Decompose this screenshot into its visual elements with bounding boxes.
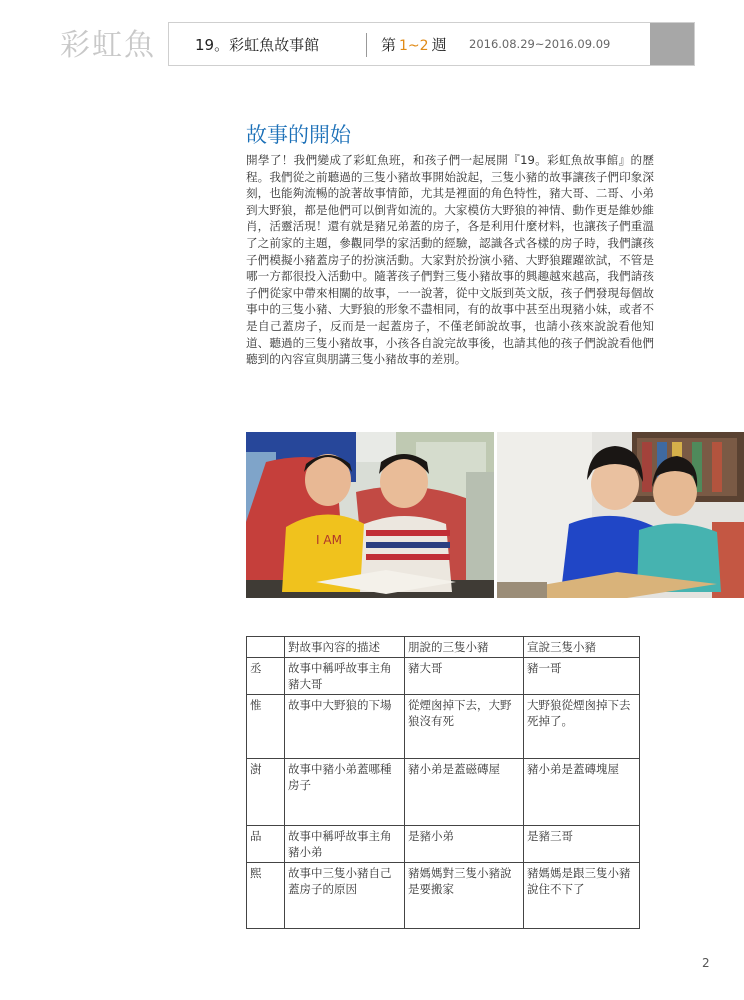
table-cell: 是豬三哥	[524, 826, 640, 863]
header-cell	[247, 637, 285, 658]
header-cell: 對故事內容的描述	[285, 637, 405, 658]
table-row	[247, 863, 640, 929]
comparison-table	[246, 636, 640, 929]
table-cell: 豬媽媽是跟三隻小豬說住不下了	[524, 863, 640, 929]
table-cell: 丞	[247, 658, 285, 695]
table-cell: 豬小弟是蓋磚塊屋	[524, 759, 640, 826]
table-cell: 惟	[247, 695, 285, 759]
issue-title: 19。彩虹魚故事館	[195, 36, 320, 54]
table-cell: 故事中稱呼故事主角豬大哥	[285, 658, 405, 695]
header-divider	[366, 33, 367, 57]
table-row	[247, 695, 640, 759]
table-cell: 豬媽媽對三隻小豬說是要搬家	[405, 863, 524, 929]
page-number: 2	[702, 956, 710, 970]
table-cell: 澍	[247, 759, 285, 826]
table-cell: 故事中豬小弟蓋哪種房子	[285, 759, 405, 826]
table-cell: 故事中三隻小豬自己蓋房子的原因	[285, 863, 405, 929]
table-cell: 豬一哥	[524, 658, 640, 695]
table-row	[247, 826, 640, 863]
week-label: 第 1~2 週	[381, 36, 447, 54]
table-header-row	[247, 637, 640, 658]
body-paragraph: 開學了！我們變成了彩虹魚班，和孩子們一起展開『19。彩虹魚故事館』的歷程。我們從之前聽過的三隻小豬故事開始說起，三隻小豬的故事讓孩子們印象深刻，也能夠流暢的說著故事情節，尤其是裡面的角色特性，豬大哥、二哥、小弟到大野狼，都是他們可以倒背如流的。大家模仿大野狼的神情、動作更是維妙維肖，活靈活現！還有就是豬兄弟蓋的房子，各是利用什麼材料，也讓孩子們重溫了之前家的主題，參觀同學的家活動的經驗，認識各式各樣的房子時，我們讓孩子們模擬小豬蓋房子的扮演活動。大家對於扮演小豬、大野狼躍躍欲試，不管是哪一方都很投入活動中。隨著孩子們對三隻小豬故事的興趣越來越高，我們請孩子們從家中帶來相關的故事，一一說著，從中文版到英文版，孩子們發現每個故事中的三隻小豬、大野狼的形象不盡相同，有的故事中甚至出現豬小妹，或者不是自己蓋房子，反而是一起蓋房子，不僅老師說故事，也請小孩來說說看他知道、聽過的三隻小豬故事，小孩各自說完故事後，也請其他的孩子們說說看他們聽到的內容宣與朋講三隻小豬故事的差別。	[246, 153, 654, 367]
table-cell: 故事中稱呼故事主角豬小弟	[285, 826, 405, 863]
date-range: 2016.08.29~2016.09.09	[469, 37, 611, 51]
svg-text:I AM: I AM	[316, 533, 342, 547]
header-cell: 宣說三隻小豬	[524, 637, 640, 658]
brand-logo: 彩虹魚	[60, 28, 156, 63]
table-cell: 大野狼從煙囪掉下去死掉了。	[524, 695, 640, 759]
table-cell: 豬小弟是蓋磁磚屋	[405, 759, 524, 826]
table-cell: 豬大哥	[405, 658, 524, 695]
header-cell: 朋說的三隻小豬	[405, 637, 524, 658]
table-row	[247, 759, 640, 826]
header-bar	[168, 22, 695, 66]
table-cell: 是豬小弟	[405, 826, 524, 863]
photo-boys-reading-sofa	[246, 432, 494, 598]
header-gray-block	[650, 23, 694, 65]
table-cell: 熙	[247, 863, 285, 929]
section-title: 故事的開始	[246, 123, 351, 147]
photo-boys-reading-book	[497, 432, 744, 598]
table-cell: 品	[247, 826, 285, 863]
table-cell: 故事中大野狼的下場	[285, 695, 405, 759]
table-row	[247, 658, 640, 695]
table-cell: 從煙囪掉下去，大野狼沒有死	[405, 695, 524, 759]
